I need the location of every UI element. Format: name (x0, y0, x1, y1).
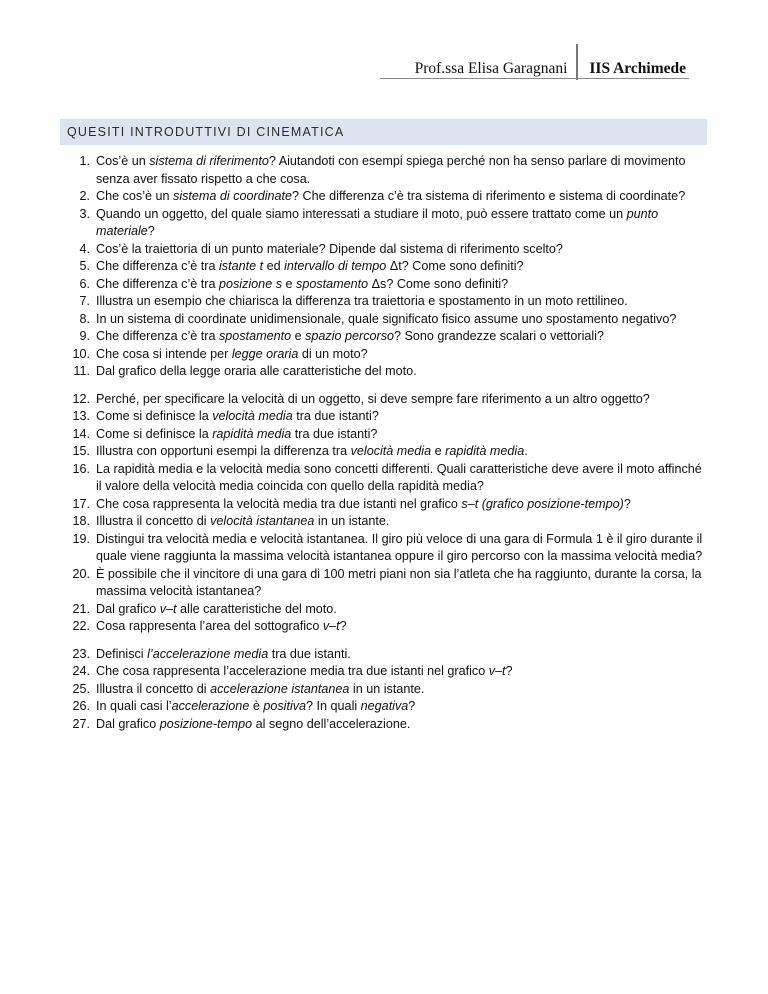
question-term: punto materiale (96, 206, 659, 238)
question-fragment: ? (623, 496, 631, 511)
question-term: legge oraria (231, 346, 299, 361)
question-text (96, 391, 710, 409)
question-text (96, 566, 710, 601)
question-term: posizione-tempo (159, 716, 253, 731)
question-fragment: Illustra il concetto di (96, 681, 211, 696)
question-item (60, 363, 710, 381)
header-divider (576, 44, 578, 80)
question-item (60, 443, 710, 461)
header-content (415, 44, 688, 80)
question-item (60, 496, 710, 514)
question-fragment: Illustra un esempio che chiarisca la differenza tra traiettoria e spostamento in un moto rettilineo. (96, 294, 628, 308)
question-number: 8. (79, 311, 90, 326)
question-fragment: Come si definisce la (96, 426, 213, 441)
question-fragment: ? Sono grandezze scalari o vettoriali? (394, 329, 605, 343)
question-item (60, 188, 710, 206)
question-text (96, 206, 710, 241)
question-term: velocità media (212, 409, 293, 423)
question-fragment: Perché, per specificare la velocità di un oggetto, si deve sempre fare riferimento a un altro oggetto? (96, 391, 650, 406)
question-fragment: tra due istanti? (291, 426, 378, 441)
question-term: spazio percorso (305, 329, 395, 343)
question-term: rapidità media (212, 426, 292, 441)
question-term: v–t (488, 664, 506, 678)
question-text (96, 153, 710, 188)
question-text (96, 531, 710, 566)
question-term: accelerazione istantanea (210, 681, 350, 696)
question-text (96, 311, 710, 329)
question-item (60, 681, 710, 699)
question-fragment: Illustra il concetto di (96, 514, 211, 528)
question-item (60, 391, 710, 409)
question-fragment: ed (263, 259, 285, 273)
question-fragment: Che differenza c’è tra (96, 329, 219, 343)
question-number: 7. (79, 294, 90, 308)
header-rule (380, 78, 689, 79)
question-item (60, 241, 710, 259)
question-text (96, 663, 710, 681)
question-fragment: tra due istanti? (292, 409, 379, 423)
question-fragment: In un sistema di coordinate unidimensionale, quale significato fisico assume uno spostamento negativo? (96, 311, 677, 326)
question-item (60, 601, 710, 619)
question-text (96, 188, 710, 206)
question-fragment: ? (505, 664, 513, 678)
question-item (60, 566, 710, 601)
question-text (96, 618, 710, 636)
question-item (60, 408, 710, 426)
question-fragment: alle caratteristiche del moto. (176, 601, 337, 616)
question-number: 16. (72, 461, 90, 476)
question-fragment: Dal grafico (96, 716, 160, 731)
question-fragment: La rapidità media e la velocità media sono concetti differenti. Quali caratteristiche deve avere il moto affinché il valore della velocità media coincida con quello della rapidità media? (96, 461, 702, 493)
question-fragment: Che differenza c’è tra (96, 276, 219, 291)
question-fragment: Che cos’è un (96, 189, 174, 203)
question-fragment: Definisci (96, 646, 148, 661)
question-text (96, 241, 710, 259)
question-number: 19. (72, 531, 90, 546)
question-number: 14. (72, 426, 90, 441)
question-fragment: ? (147, 224, 155, 238)
question-term: sistema di coordinate (173, 189, 293, 203)
question-fragment: è (249, 699, 264, 713)
section-title (60, 119, 707, 145)
question-group (60, 391, 710, 636)
question-number: 3. (79, 206, 90, 221)
question-fragment: tra due istanti. (268, 646, 351, 661)
question-term: s–t (grafico posizione-tempo) (461, 496, 624, 511)
question-term: posizione s (218, 276, 282, 291)
question-text (96, 443, 710, 461)
question-fragment: ? (339, 619, 347, 633)
header-school: IIS Archimede (589, 60, 686, 77)
question-number: 1. (79, 154, 90, 168)
question-fragment: Distingui tra velocità media e velocità istantanea. Il giro più veloce di una gara di Formula 1 è il giro durante il quale viene raggiunta la massima velocità istantanea oppure il giro percorso con la massima velocità media? (96, 531, 703, 563)
question-text (96, 258, 710, 276)
question-fragment: Dal grafico (96, 601, 160, 616)
question-term: sistema di riferimento (149, 154, 269, 168)
question-fragment: ? (408, 699, 416, 713)
question-fragment: Cos’è la traiettoria di un punto materiale? Dipende dal sistema di riferimento scelto? (96, 241, 563, 256)
question-fragment: ? Che differenza c’è tra sistema di riferimento e sistema di coordinate? (292, 189, 686, 203)
header-author: Prof.ssa Elisa Garagnani (414, 60, 568, 77)
question-item (60, 531, 710, 566)
question-term: accelerazione (171, 699, 250, 713)
question-number: 13. (72, 409, 90, 423)
question-fragment: Cosa rappresenta l’area del sottografico (96, 619, 323, 633)
question-item (60, 461, 710, 496)
question-item (60, 206, 710, 241)
question-text (96, 293, 710, 311)
question-number: 20. (72, 566, 90, 581)
question-number: 4. (79, 241, 90, 256)
question-fragment: In quali casi l’ (96, 699, 172, 713)
question-text (96, 698, 710, 716)
question-text (96, 363, 710, 381)
question-item (60, 716, 710, 734)
question-fragment: Illustra con opportuni esempi la differenza tra (96, 444, 351, 458)
question-fragment: Che cosa rappresenta l’accelerazione media tra due istanti nel grafico (96, 664, 489, 678)
question-item (60, 698, 710, 716)
question-text (96, 328, 710, 346)
question-fragment: in un istante. (349, 681, 425, 696)
question-fragment: Δt? Come sono definiti? (386, 259, 524, 273)
question-fragment: Δs? Come sono definiti? (368, 276, 509, 291)
question-item (60, 311, 710, 329)
question-item (60, 513, 710, 531)
page-header (415, 44, 688, 80)
question-term: v–t (159, 601, 177, 616)
question-fragment: Che differenza c’è tra (96, 259, 219, 273)
question-group (60, 646, 710, 734)
question-fragment: di un moto? (298, 346, 368, 361)
question-text (96, 601, 710, 619)
question-item (60, 663, 710, 681)
question-number: 11. (73, 364, 90, 378)
question-number: 22. (72, 619, 90, 633)
question-number: 2. (79, 189, 90, 203)
question-number: 17. (72, 496, 90, 511)
question-fragment: in un istante. (314, 514, 390, 528)
question-number: 10. (72, 346, 90, 361)
question-item (60, 276, 710, 294)
question-number: 9. (79, 329, 90, 343)
question-term: negativa (360, 699, 409, 713)
question-number: 25. (72, 681, 90, 696)
question-number: 6. (79, 276, 90, 291)
question-number: 21. (72, 601, 90, 616)
question-fragment: . (524, 444, 528, 458)
question-item (60, 153, 710, 188)
question-fragment: e (431, 444, 446, 458)
question-number: 27. (72, 716, 90, 731)
question-fragment: e (282, 276, 297, 291)
question-number: 23. (72, 646, 90, 661)
question-number: 24. (72, 664, 90, 678)
question-term: spostamento (296, 276, 369, 291)
question-term: spostamento (218, 329, 292, 343)
question-text (96, 346, 710, 364)
question-number: 18. (72, 514, 90, 528)
question-number: 26. (72, 699, 90, 713)
question-text (96, 408, 710, 426)
question-text (96, 426, 710, 444)
question-term: velocità istantanea (210, 514, 315, 528)
question-number: 12. (72, 391, 90, 406)
question-fragment: e (291, 329, 306, 343)
question-text (96, 646, 710, 664)
question-item (60, 293, 710, 311)
question-fragment: Che cosa si intende per (96, 346, 232, 361)
question-term: velocità media (350, 444, 432, 458)
question-number: 5. (79, 259, 90, 273)
question-term: istante t (218, 259, 264, 273)
question-fragment: Che cosa rappresenta la velocità media tra due istanti nel grafico (96, 496, 462, 511)
question-text (96, 496, 710, 514)
question-item (60, 328, 710, 346)
question-item (60, 618, 710, 636)
question-fragment: al segno dell’accelerazione. (252, 716, 411, 731)
question-group (60, 153, 710, 381)
question-item (60, 258, 710, 276)
question-term: v–t (322, 619, 340, 633)
question-list (60, 153, 710, 733)
question-fragment: È possibile che il vincitore di una gara di 100 metri piani non sia l’atleta che ha raggiunto, durante la corsa, la massima velocità istantanea? (96, 566, 702, 598)
question-item (60, 426, 710, 444)
question-text (96, 716, 710, 734)
question-fragment: Quando un oggetto, del quale siamo interessati a studiare il moto, può essere trattato come un (96, 206, 627, 221)
question-fragment: ? In quali (306, 699, 361, 713)
question-fragment: ? Aiutandoti con esempi spiega perché non ha senso parlare di movimento senza aver fissato rispetto a che cosa. (96, 154, 686, 186)
question-text (96, 276, 710, 294)
question-text (96, 461, 710, 496)
question-fragment: Dal grafico della legge oraria alle caratteristiche del moto. (96, 364, 417, 378)
question-item (60, 646, 710, 664)
question-fragment: Cos’è un (96, 154, 150, 168)
section-title-text: QUESITI INTRODUTTIVI DI CINEMATICA (67, 125, 345, 139)
question-item (60, 346, 710, 364)
question-number: 15. (72, 444, 90, 458)
question-term: l’accelerazione media (147, 646, 269, 661)
question-term: rapidità media (445, 444, 525, 458)
question-term: positiva (263, 699, 307, 713)
question-term: intervallo di tempo (284, 259, 387, 273)
question-text (96, 681, 710, 699)
question-fragment: Come si definisce la (96, 409, 213, 423)
question-text (96, 513, 710, 531)
